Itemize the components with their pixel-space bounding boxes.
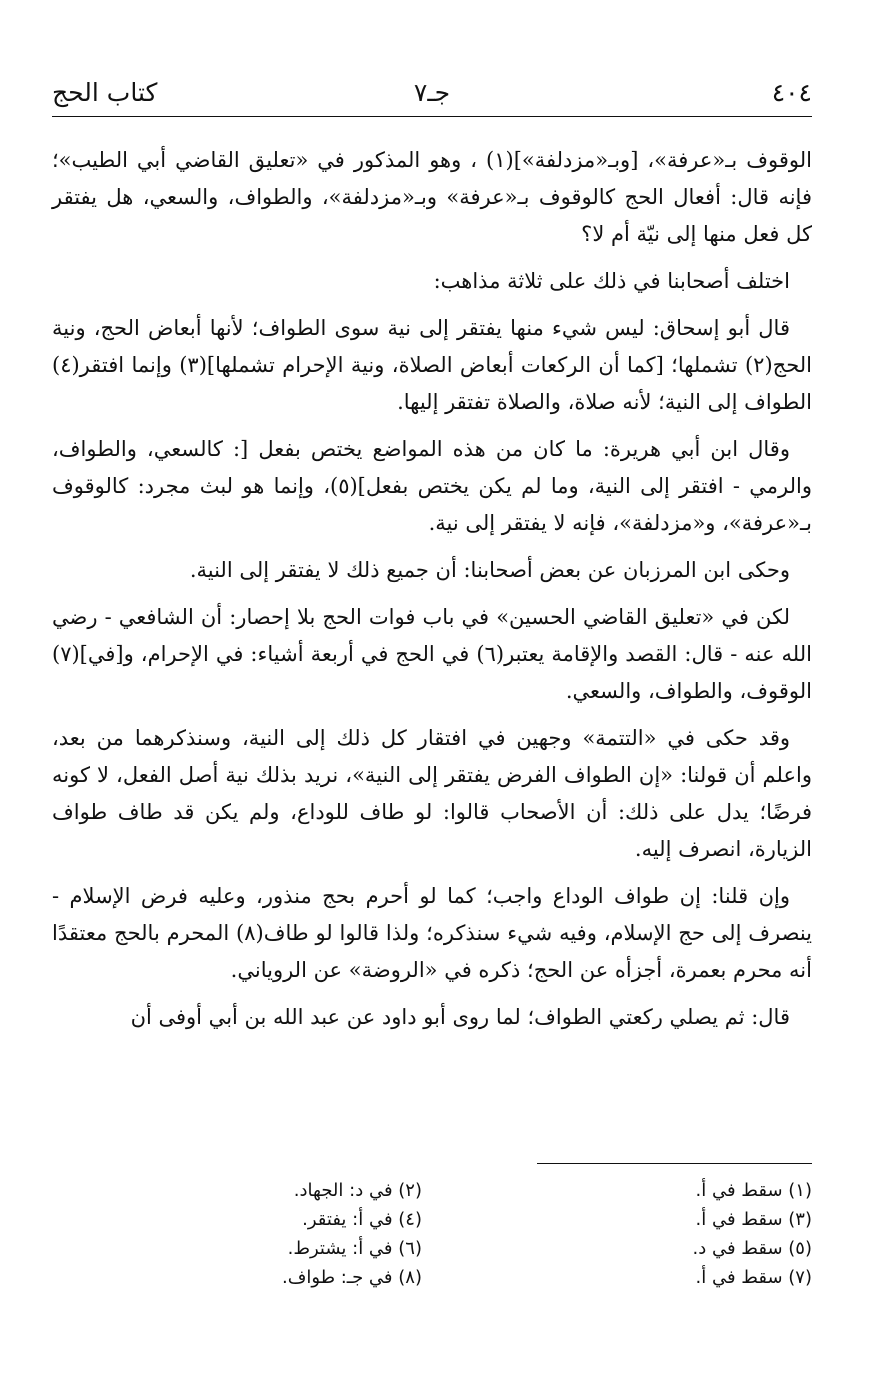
main-text <box>52 142 812 1046</box>
paragraph: قال أبو إسحاق: ليس شيء منها يفتقر إلى نية سوى الطواف؛ لأنها أبعاض الحج، ونية الحج(٢) تشملها؛ [كما أن الركعات أبعاض الصلاة، ونية الإحرام تشملها](٣) وإنما افتقر(٤) الطواف إلى النية؛ لأنه صلاة، والصلاة تفتقر إليها. <box>52 316 812 414</box>
footnote: (٨) في جـ: طواف. <box>282 1267 422 1288</box>
footnote: (٣) سقط في أ. <box>695 1209 812 1230</box>
volume-label: جـ٧ <box>413 78 451 107</box>
paragraph: لكن في «تعليق القاضي الحسين» في باب فوات الحج بلا إحصار: أن الشافعي - رضي الله عنه - قال: القصد والإقامة يعتبر(٦) في الحج في أربعة أشياء: في الإحرام، و[في](٧) الوقوف، والطواف، والسعي. <box>52 605 812 703</box>
footnote: (٧) سقط في أ. <box>695 1267 812 1288</box>
paragraph: وإن قلنا: إن طواف الوداع واجب؛ كما لو أحرم بحج منذور، وعليه فرض الإسلام - ينصرف إلى حج الإسلام، وفيه شيء سنذكره؛ ولذا قالوا لو طاف(٨) المحرم بالحج معتقدًا أنه محرم بعمرة، أجزأه عن الحج؛ ذكره في «الروضة» عن الروياني. <box>52 884 813 982</box>
footnote-separator <box>537 1163 812 1164</box>
paragraph: اختلف أصحابنا في ذلك على ثلاثة مذاهب: <box>433 269 790 293</box>
page-header <box>52 78 812 114</box>
paragraph: وقال ابن أبي هريرة: ما كان من هذه المواضع يختص بفعل [: كالسعي، والطواف، والرمي - افتقر إلى النية، وما لم يكن يختص بفعل](٥)، وإنما هو لبث مجرد: كالوقوف بـ«عرفة»، و«مزدلفة»، فإنه لا يفتقر إلى نية. <box>52 437 812 535</box>
footnote: (٥) سقط في د. <box>692 1238 812 1259</box>
footnote: (٦) في أ: يشترط. <box>287 1238 422 1259</box>
paragraph: وحكى ابن المرزبان عن بعض أصحابنا: أن جميع ذلك لا يفتقر إلى النية. <box>189 558 790 582</box>
footnote: (١) سقط في أ. <box>695 1180 812 1201</box>
paragraph: قال: ثم يصلي ركعتي الطواف؛ لما روى أبو داود عن عبد الله بن أبي أوفى أن <box>130 1005 790 1029</box>
footnote: (٤) في أ: يفتقر. <box>302 1209 422 1230</box>
paragraph: وقد حكى في «التتمة» وجهين في افتقار كل ذلك إلى النية، وسنذكرهما من بعد، واعلم أن قولنا: «إن الطواف الفرض يفتقر إلى النية»، نريد بذلك نية أصل الفعل، لا كونه فرضًا؛ يدل على ذلك: أن الأصحاب قالوا: لو طاف للوداع، ولم يكن قد طاف طواف الزيارة، انصرف إليه. <box>52 726 812 861</box>
paragraph: الوقوف بـ«عرفة»، [وبـ«مزدلفة»](١) ، وهو المذكور في «تعليق القاضي أبي الطيب»؛ فإنه قال: أفعال الحج كالوقوف بـ«عرفة» وبـ«مزدلفة»، والطواف، والسعي، هل يفتقر كل فعل منها إلى نيّة أم لا؟ <box>52 148 813 246</box>
header-rule <box>52 116 812 117</box>
page-number: ٤٠٤ <box>771 78 812 107</box>
footnote: (٢) في د: الجهاد. <box>293 1180 422 1201</box>
footnotes <box>52 1176 812 1292</box>
book-title: كتاب الحج <box>52 78 158 107</box>
